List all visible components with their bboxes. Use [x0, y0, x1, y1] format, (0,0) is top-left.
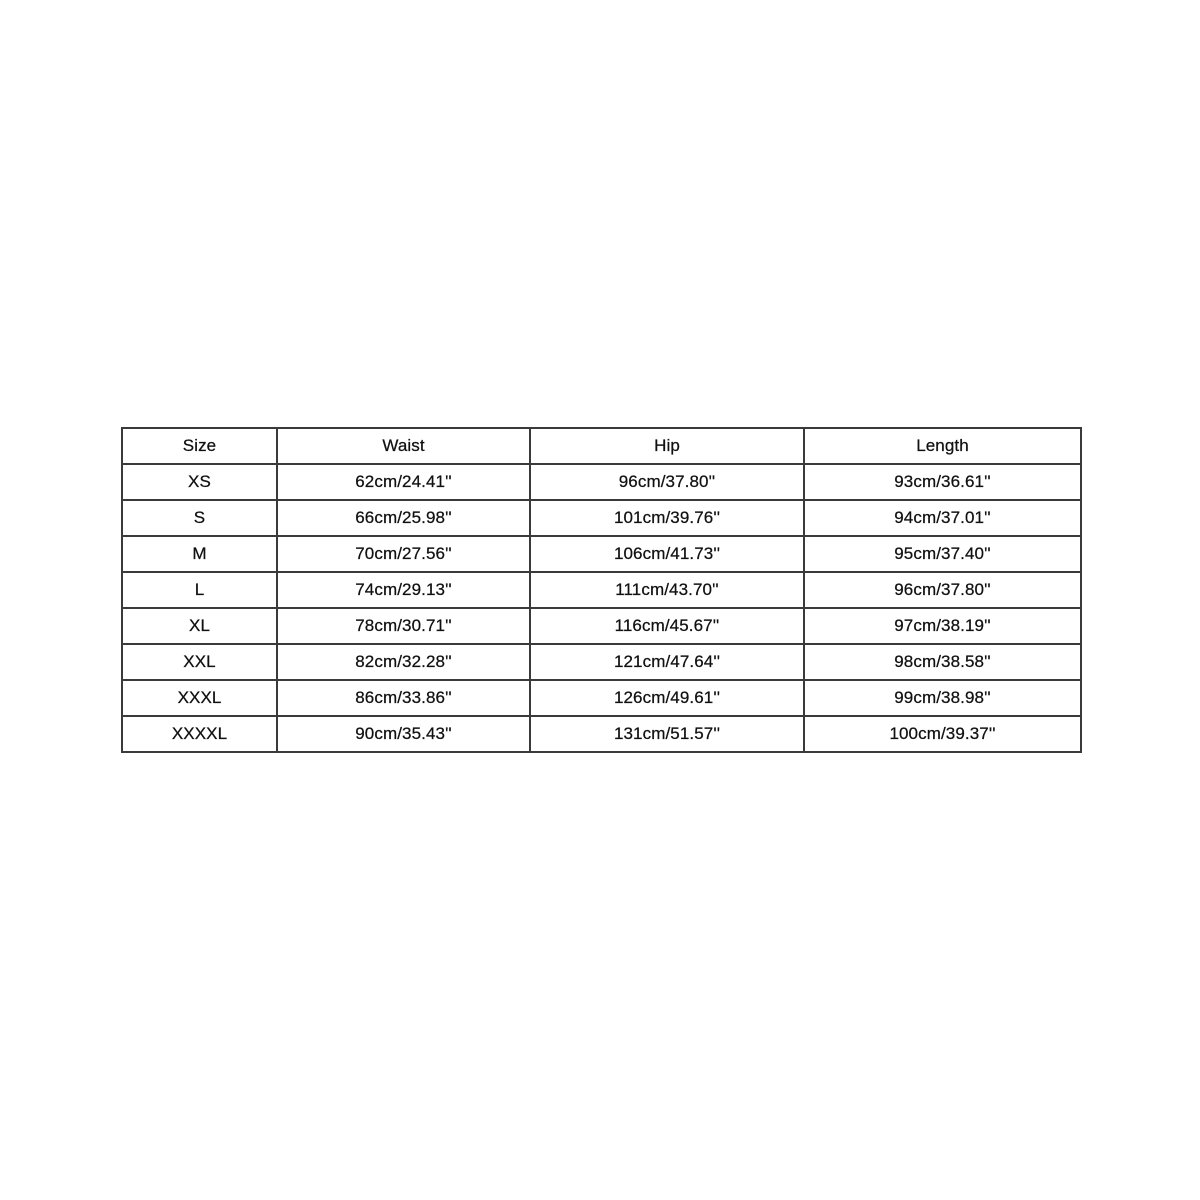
waist-cell: 90cm/35.43'' — [277, 716, 530, 752]
length-cell: 93cm/36.61'' — [804, 464, 1081, 500]
table-row — [122, 644, 1081, 680]
size-cell: M — [122, 536, 277, 572]
header-waist: Waist — [277, 428, 530, 464]
length-cell: 97cm/38.19'' — [804, 608, 1081, 644]
waist-cell: 82cm/32.28'' — [277, 644, 530, 680]
length-cell: 96cm/37.80'' — [804, 572, 1081, 608]
table-row — [122, 464, 1081, 500]
size-chart-body — [122, 464, 1081, 752]
size-cell: S — [122, 500, 277, 536]
length-cell: 94cm/37.01'' — [804, 500, 1081, 536]
waist-cell: 70cm/27.56'' — [277, 536, 530, 572]
waist-cell: 86cm/33.86'' — [277, 680, 530, 716]
size-cell: XL — [122, 608, 277, 644]
header-length: Length — [804, 428, 1081, 464]
length-cell: 98cm/38.58'' — [804, 644, 1081, 680]
length-cell: 100cm/39.37'' — [804, 716, 1081, 752]
size-cell: L — [122, 572, 277, 608]
size-chart-header — [122, 428, 1081, 464]
hip-cell: 101cm/39.76'' — [530, 500, 804, 536]
size-chart-table — [121, 427, 1082, 753]
hip-cell: 96cm/37.80'' — [530, 464, 804, 500]
length-cell: 95cm/37.40'' — [804, 536, 1081, 572]
hip-cell: 126cm/49.61'' — [530, 680, 804, 716]
table-row — [122, 536, 1081, 572]
hip-cell: 106cm/41.73'' — [530, 536, 804, 572]
waist-cell: 78cm/30.71'' — [277, 608, 530, 644]
size-cell: XS — [122, 464, 277, 500]
header-row — [122, 428, 1081, 464]
table-row — [122, 572, 1081, 608]
header-size: Size — [122, 428, 277, 464]
size-cell: XXXXL — [122, 716, 277, 752]
table-row — [122, 680, 1081, 716]
table-row — [122, 716, 1081, 752]
length-cell: 99cm/38.98'' — [804, 680, 1081, 716]
table-row — [122, 500, 1081, 536]
hip-cell: 121cm/47.64'' — [530, 644, 804, 680]
hip-cell: 131cm/51.57'' — [530, 716, 804, 752]
waist-cell: 74cm/29.13'' — [277, 572, 530, 608]
table-row — [122, 608, 1081, 644]
header-hip: Hip — [530, 428, 804, 464]
waist-cell: 66cm/25.98'' — [277, 500, 530, 536]
size-cell: XXXL — [122, 680, 277, 716]
hip-cell: 116cm/45.67'' — [530, 608, 804, 644]
size-cell: XXL — [122, 644, 277, 680]
hip-cell: 111cm/43.70'' — [530, 572, 804, 608]
waist-cell: 62cm/24.41'' — [277, 464, 530, 500]
